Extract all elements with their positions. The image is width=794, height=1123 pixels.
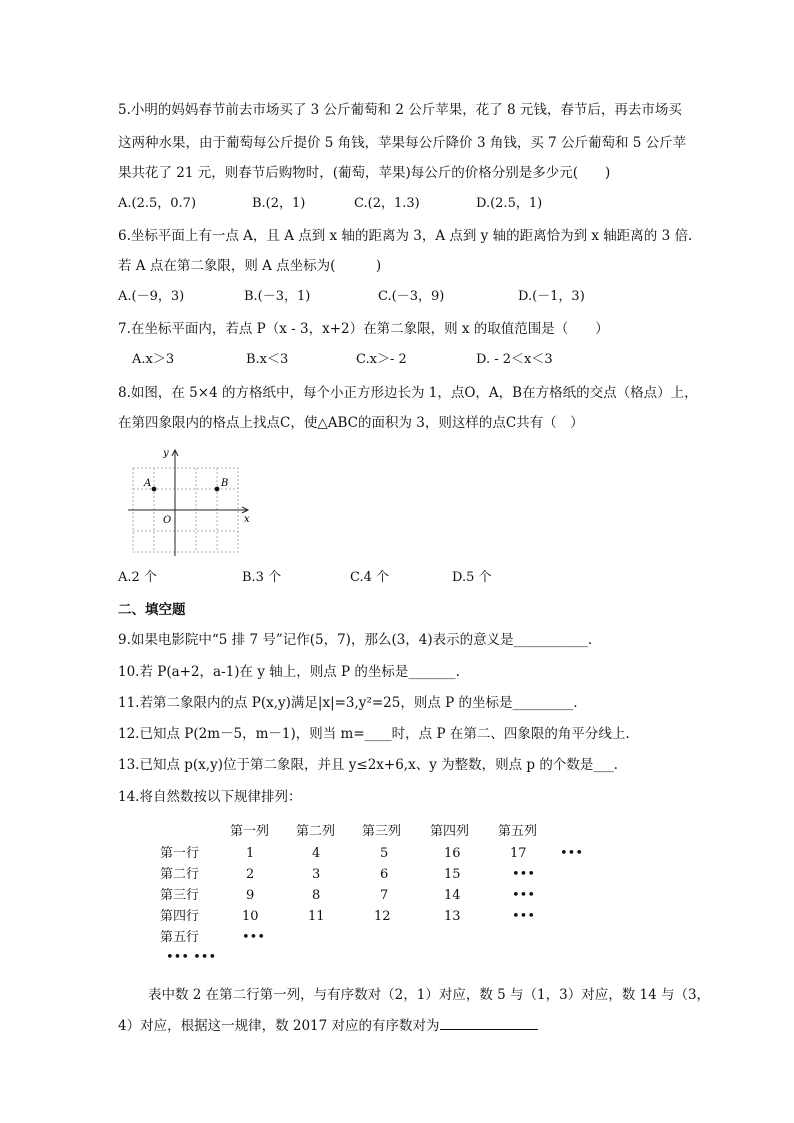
point-a-label: A — [144, 478, 152, 489]
table-cell: ••• — [512, 867, 536, 882]
origin-label: O — [163, 515, 172, 526]
q6-line-1: 6.坐标平面上有一点 A，且 A 点到 x 轴的距离为 3，A 点到 y 轴的距离恰为到 x 轴距离的 3 倍. — [118, 228, 693, 244]
table-cell: 13 — [444, 909, 461, 924]
table-cell: 7 — [380, 888, 389, 903]
q14-explain-text: 4）对应，根据这一规律，数 2017 对应的有序数对为 — [118, 1018, 440, 1034]
q5-option-c: C.(2，1.3) — [354, 196, 420, 211]
table-cell: ••• — [242, 930, 266, 945]
table-cell: ••• — [560, 846, 584, 861]
table-cell: 1 — [246, 846, 255, 861]
q7-option-a: A.x＞3 — [132, 352, 175, 367]
answer-blank — [440, 1015, 538, 1030]
q7-option-b: B.x＜3 — [246, 352, 289, 367]
table-cell: 12 — [374, 909, 391, 924]
q8-option-b: B.3 个 — [242, 570, 282, 585]
row-label-2: 第二行 — [160, 867, 200, 882]
q8-option-a: A.2 个 — [118, 570, 157, 585]
point-b-label: B — [221, 478, 229, 489]
point-b — [215, 487, 220, 492]
q5-line-2: 这两种水果，由于葡萄每公斤提价 5 角钱，苹果每公斤降价 3 角钱，买 7 公斤葡萄和 5 公斤苹 — [118, 135, 687, 151]
table-cell: 15 — [444, 867, 461, 882]
q6-line-2: 若 A 点在第二象限，则 A 点坐标为( ) — [118, 258, 382, 274]
table-cell: 4 — [312, 846, 321, 861]
table-cell: 11 — [308, 909, 325, 924]
table-cell: 8 — [312, 888, 321, 903]
q14-explain-line-2 — [118, 1015, 538, 1036]
q8-grid-figure — [128, 448, 258, 558]
q8-line-2: 在第四象限内的格点上找点C，使△ABC的面积为 3，则这样的点C共有（ ） — [118, 415, 584, 431]
table-cell: 17 — [510, 846, 527, 861]
q8-option-d: D.5 个 — [452, 570, 492, 585]
col-header-3: 第三列 — [362, 824, 402, 839]
q12-text: 12.已知点 P(2m－5，m－1)，则当 m=____时，点 P 在第二、四象限的角平分线上. — [118, 726, 630, 742]
q6-option-a: A.(－9，3) — [118, 289, 185, 304]
q10-text: 10.若 P(a+2，a-1)在 y 轴上，则点 P 的坐标是_______. — [118, 664, 460, 680]
col-header-2: 第二列 — [296, 824, 336, 839]
table-trailing-dots: ••• ••• — [166, 950, 217, 965]
q5-line-3: 果共花了 21 元，则春节后购物时，(葡萄，苹果)每公斤的价格分别是多少元( ) — [118, 165, 611, 181]
q6-option-c: C.(－3，9) — [378, 289, 445, 304]
q8-line-1: 8.如图，在 5×4 的方格纸中，每个小正方形边长为 1，点O，A，B在方格纸的交点（格点）上， — [118, 385, 698, 401]
table-cell: 5 — [380, 846, 389, 861]
q13-text: 13.已知点 p(x,y)位于第二象限，并且 y≤2x+6,x、y 为整数，则点 p 的个数是___. — [118, 757, 618, 773]
table-cell: 6 — [380, 867, 389, 882]
table-cell: ••• — [512, 888, 536, 903]
q8-option-c: C.4 个 — [350, 570, 390, 585]
q7-line: 7.在坐标平面内，若点 P（x - 3，x+2）在第二象限，则 x 的取值范围是（ ） — [118, 321, 609, 337]
q5-option-d: D.(2.5，1) — [476, 196, 543, 211]
row-label-4: 第四行 — [160, 909, 200, 924]
q7-option-d: D. - 2＜x＜3 — [476, 352, 553, 367]
table-cell: 10 — [242, 909, 259, 924]
table-cell: 16 — [444, 846, 461, 861]
q5-line-1: 5.小明的妈妈春节前去市场买了 3 公斤葡萄和 2 公斤苹果，花了 8 元钱，春节后，再去市场买 — [118, 102, 682, 118]
table-cell: 14 — [444, 888, 461, 903]
q5-option-a: A.(2.5，0.7) — [118, 196, 197, 211]
q6-option-b: B.(－3，1) — [244, 289, 311, 304]
col-header-1: 第一列 — [230, 824, 270, 839]
point-a — [152, 487, 157, 492]
row-label-5: 第五行 — [160, 930, 200, 945]
section-heading-fill-in: 二、填空题 — [118, 602, 186, 618]
q6-option-d: D.(－1，3) — [518, 289, 585, 304]
col-header-4: 第四列 — [430, 824, 470, 839]
q14-explain-line-1: 表中数 2 在第二行第一列，与有序数对（2，1）对应，数 5 与（1，3）对应，数 14 与（3， — [148, 987, 711, 1003]
y-axis-label: y — [163, 448, 169, 459]
row-label-3: 第三行 — [160, 888, 200, 903]
table-cell: 2 — [246, 867, 255, 882]
q9-text: 9.如果电影院中“5 排 7 号”记作(5，7)，那么(3，4)表示的意义是___________. — [118, 632, 593, 648]
row-label-1: 第一行 — [160, 846, 200, 861]
q7-option-c: C.x＞- 2 — [356, 352, 407, 367]
x-axis-label: x — [244, 514, 250, 525]
col-header-5: 第五列 — [498, 824, 538, 839]
table-cell: 3 — [312, 867, 321, 882]
q5-option-b: B.(2，1) — [252, 196, 306, 211]
q14-intro: 14.将自然数按以下规律排列： — [118, 789, 302, 805]
q11-text: 11.若第二象限内的点 P(x,y)满足|x|=3,y²=25，则点 P 的坐标是_________. — [118, 695, 578, 711]
table-cell: 9 — [246, 888, 255, 903]
table-cell: ••• — [512, 909, 536, 924]
